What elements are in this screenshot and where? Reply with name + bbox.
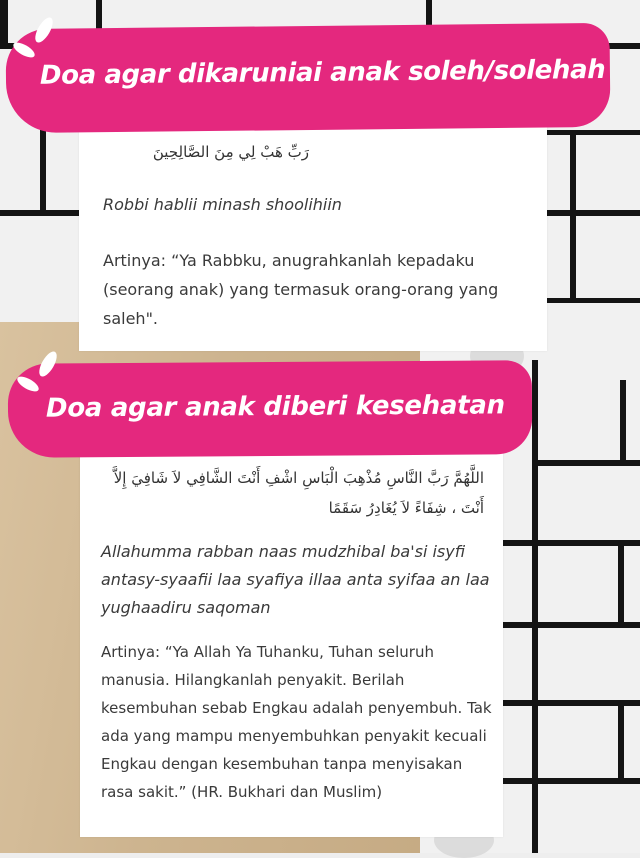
tile-line	[545, 130, 640, 135]
tile-line	[545, 298, 640, 303]
section-title-banner-1	[5, 23, 610, 133]
arabic-prayer-1: رَبِّ هَبْ لِي مِنَ الصَّالِحِينَ	[152, 143, 309, 161]
tile-line	[570, 135, 576, 298]
section-title-banner-2	[8, 360, 533, 458]
tile-line	[620, 380, 626, 460]
tile-line	[503, 622, 640, 628]
arabic-prayer-2: اللَّهُمَّ رَبَّ النَّاسِ مُذْهِبَ الْبَاسِ اشْفِ أَنْتَ الشَّافِي لاَ شَافِيَ إِلاَّ أَنْتَ ، شِفَاءً لاَ يُغَادِرُ سَقَمًا	[113, 469, 484, 517]
tile-line	[618, 706, 624, 778]
sparkle-icon	[4, 12, 64, 72]
tile-line	[532, 460, 640, 466]
translation-2: Artinya: “Ya Allah Ya Tuhanku, Tuhan seluruh manusia. Hilangkanlah penyakit. Berilah kesembuhan sebab Engkau adalah penyembuh. Tak ada yang mampu menyembuhkan penyakit kecuali Engkau dengan kesembuhan tanpa menyisakan rasa sakit.” (HR. Bukhari dan Muslim)	[101, 643, 492, 801]
tile-line	[503, 778, 640, 784]
latin-transliteration-2: Allahumma rabban naas mudzhibal ba'si isyfi antasy-syaafii laa syafiya illaa anta syifaa an laa yughaadiru saqoman	[101, 542, 490, 617]
sparkle-icon	[8, 346, 68, 406]
latin-transliteration-1: Robbi hablii minash shoolihiin	[103, 195, 342, 214]
translation-1: Artinya: “Ya Rabbku, anugrahkanlah kepadaku (seorang anak) yang termasuk orang-orang yang saleh".	[103, 251, 499, 328]
tile-line	[40, 130, 46, 210]
tile-line	[618, 546, 624, 622]
section-title-2: Doa agar anak diberi kesehatan	[45, 390, 505, 424]
section-title-1: Doa agar dikaruniai anak soleh/solehah	[39, 54, 606, 91]
